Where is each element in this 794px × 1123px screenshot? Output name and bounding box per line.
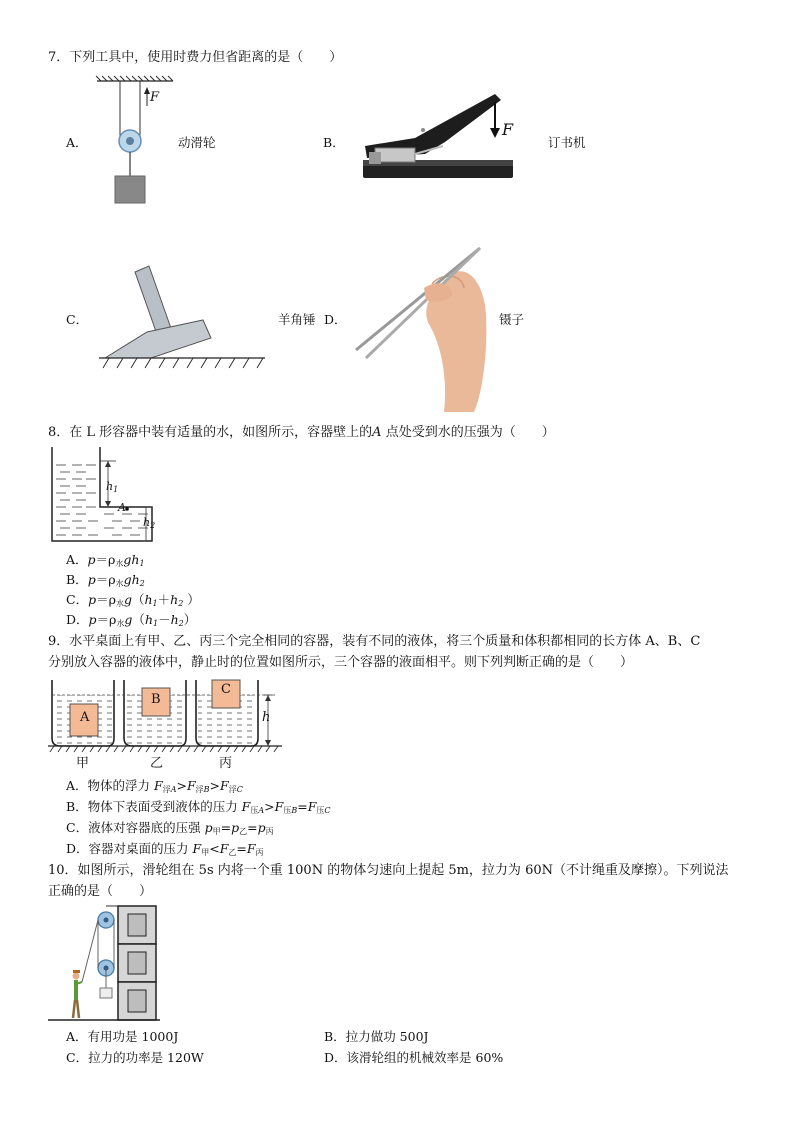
q7-option-b-label: 订书机 bbox=[548, 135, 586, 150]
force-label-b: F bbox=[502, 120, 514, 139]
q9-stem-line2: 分别放入容器的液体中，静止时的位置如图所示，三个容器的液面相平。则下列判断正确的是（ ） bbox=[48, 655, 634, 670]
q7-option-c-label: 羊角锤 bbox=[278, 312, 316, 327]
q9-stem-line1: 9．水平桌面上有甲、乙、丙三个完全相同的容器，装有不同的液体，将三个质量和体积都相同的长方体 A、B、C bbox=[48, 634, 701, 649]
q10-option-a[interactable]: A．有用功是 1000J bbox=[66, 1029, 179, 1044]
q8-option-c[interactable]: C．$p=\rho_水g(h_1+h_2$ ） bbox=[66, 592, 200, 608]
container-yi-label: 乙 bbox=[150, 756, 164, 771]
q10-option-b[interactable]: B．拉力做功 500J bbox=[324, 1029, 429, 1044]
h2-label: $h_2$ bbox=[143, 516, 156, 530]
q8-option-a[interactable]: A．$p=\rho_水gh_1$ bbox=[66, 552, 145, 568]
q8-stem: 8．在 L 形容器中装有适量的水，如图所示，容器壁上的A 点处受到水的压强为（ ） bbox=[48, 425, 555, 440]
q10-option-c[interactable]: C．拉力的功率是 120W bbox=[66, 1050, 204, 1065]
q7-option-c-letter[interactable]: C． bbox=[66, 312, 89, 327]
q7-option-d-label: 镊子 bbox=[499, 312, 525, 327]
container-jia-label: 甲 bbox=[76, 756, 90, 771]
q9-option-b[interactable]: B．物体下表面受到液体的压力 $F_{压A}>F_{压B}=F_{压C}$ bbox=[66, 799, 331, 815]
block-a-label: A bbox=[80, 710, 90, 725]
height-label: h bbox=[262, 710, 271, 725]
q10-stem-line1: 10．如图所示，滑轮组在 5s 内将一个重 100N 的物体匀速向上提起 5m，拉力为 60N（不计绳重及摩擦）。下列说法 bbox=[48, 863, 729, 878]
h1-label: $h_1$ bbox=[106, 480, 119, 494]
pulley-system-figure bbox=[48, 904, 163, 1024]
q8-option-b[interactable]: B．$p=\rho_水gh_2$ bbox=[66, 572, 145, 588]
movable-pulley-icon bbox=[95, 76, 175, 211]
block-b-label: B bbox=[151, 692, 161, 707]
q7-option-a-label: 动滑轮 bbox=[178, 135, 216, 150]
q9-option-c[interactable]: C．液体对容器底的压强 $p_甲=p_乙=p_丙$ bbox=[66, 820, 274, 836]
container-bing-label: 丙 bbox=[219, 756, 233, 771]
q7-stem: 7．下列工具中，使用时费力但省距离的是（ ） bbox=[48, 50, 343, 65]
block-c-label: C bbox=[221, 682, 231, 697]
q7-option-b-letter[interactable]: B． bbox=[323, 135, 345, 150]
force-label: F bbox=[150, 90, 160, 105]
q10-stem-line2: 正确的是（ ） bbox=[48, 884, 153, 899]
claw-hammer-icon bbox=[95, 262, 270, 372]
q9-option-a[interactable]: A．物体的浮力 $F_{浮A}>F_{浮B}>F_{浮C}$ bbox=[66, 778, 243, 794]
q7-option-d-letter[interactable]: D． bbox=[324, 312, 347, 327]
tweezers-icon bbox=[352, 244, 492, 414]
q8-option-d[interactable]: D．$p=\rho_水g(h_1-h_2)$ bbox=[66, 612, 197, 628]
q10-option-d[interactable]: D．该滑轮组的机械效率是 60% bbox=[324, 1050, 504, 1065]
q9-option-d[interactable]: D．容器对桌面的压力 $F_甲<F_乙=F_丙$ bbox=[66, 841, 264, 857]
q7-option-a-letter[interactable]: A． bbox=[66, 135, 88, 150]
l-container-figure bbox=[50, 447, 160, 545]
point-a-label: A bbox=[118, 501, 126, 514]
